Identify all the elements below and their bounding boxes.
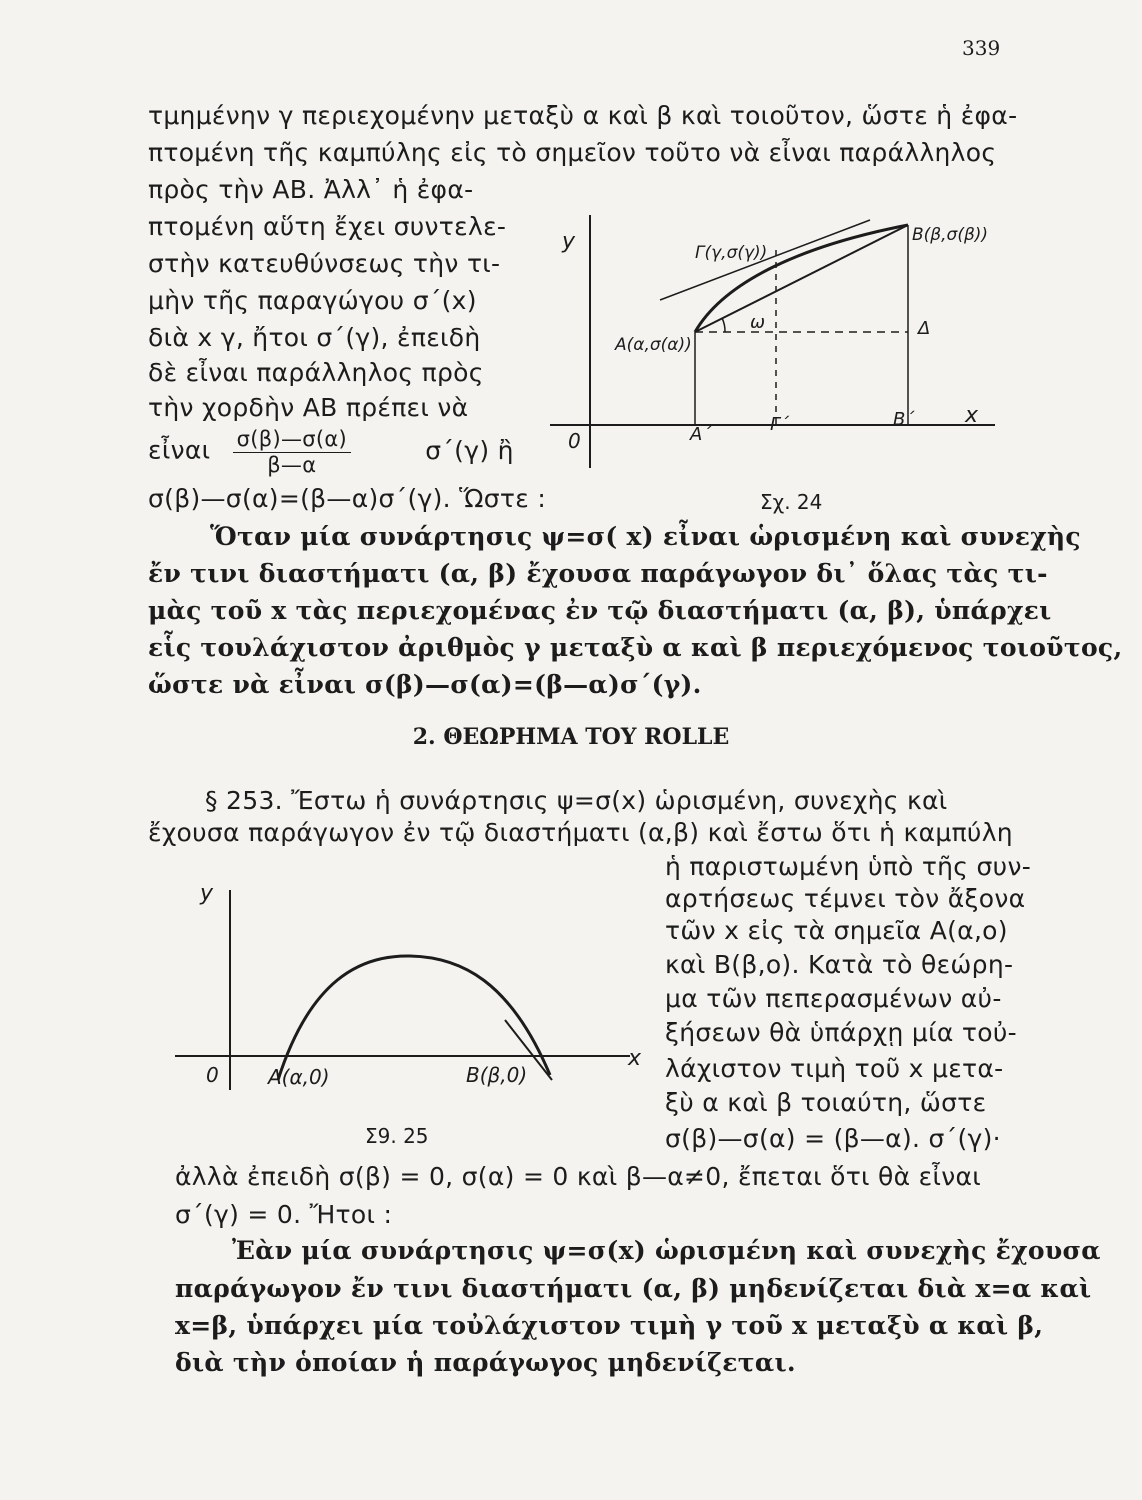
fraction-denominator: β—α — [267, 453, 317, 477]
text-line: λάχιστον τιμὴ τοῦ x μετα- — [665, 1054, 1004, 1083]
equation-prefix: εἶναι — [148, 435, 211, 465]
text-line: πρὸς τὴν ΑΒ. Ἀλλ᾽ ἡ ἐφα- — [148, 175, 474, 204]
omega-label: ω — [750, 312, 766, 333]
origin-label: 0 — [568, 429, 581, 453]
figure-24-caption: Σχ. 24 — [760, 490, 823, 514]
curve — [278, 956, 550, 1080]
fraction — [233, 426, 351, 477]
page-number: 339 — [962, 36, 1001, 60]
text-line: Ὅταν μία συνάρτησις ψ=σ( x) εἶναι ὡρισμένη καὶ συνεχὴς — [210, 522, 1081, 551]
text-line: εἷς τουλάχιστον ἀριθμὸς γ μεταξὺ α καὶ β περιεχόμενος τοιοῦτος, — [148, 633, 1123, 662]
point-A-label: A(α,0) — [268, 1065, 330, 1089]
angle-arc-omega — [722, 318, 725, 332]
point-B-label: B(β,0) — [466, 1063, 528, 1087]
text-line: σ(β)—σ(α) = (β—α). σ΄(γ)· — [665, 1124, 1001, 1153]
text-line: ἔχουσα παράγωγον ἐν τῷ διαστήματι (α,β) καὶ ἔστω ὅτι ἡ καμπύλη — [148, 818, 1013, 847]
text-line: καὶ Β(β,ο). Κατὰ τὸ θεώρη- — [665, 950, 1014, 979]
text-line: ἀλλὰ ἐπειδὴ σ(β) = 0, σ(α) = 0 καὶ β—α≠0, ἔπεται ὅτι θὰ εἶναι — [175, 1162, 982, 1191]
text-line: τμημένην γ περιεχομένην μεταξὺ α καὶ β καὶ τοιοῦτον, ὥστε ἡ ἐφα- — [148, 101, 1018, 130]
text-line: τὴν χορδὴν ΑΒ πρέπει νὰ — [148, 393, 469, 422]
section-title: 2. ΘΕΩΡΗΜΑ ΤΟΥ ROLLE — [412, 724, 730, 750]
text-line: Ἐὰν μία συνάρτησις ψ=σ(x) ὡρισμένη καὶ συνεχὴς ἔχουσα — [232, 1236, 1101, 1265]
text-line: μα τῶν πεπερασμένων αὐ- — [665, 984, 1002, 1013]
fraction-equation — [148, 426, 514, 477]
tick-B-label: B΄ — [893, 409, 915, 430]
tick-G-label: Γ΄ — [770, 414, 790, 435]
y-axis-label: y — [200, 881, 214, 906]
x-axis-label: x — [628, 1046, 642, 1071]
text-line: πτομένη αὕτη ἔχει συντελε- — [148, 212, 507, 241]
text-line: σ΄(γ) = 0. Ἤτοι : — [175, 1200, 393, 1229]
figure-24 — [540, 200, 1020, 500]
tick-A-label: A΄ — [690, 424, 712, 445]
equation-suffix: σ΄(γ) ἢ — [425, 435, 514, 465]
figure-25 — [160, 870, 660, 1100]
point-A-label: A(α,σ(α)) — [615, 335, 692, 355]
text-line: ξήσεων θὰ ὑπάρχῃ μία τοὐ- — [665, 1018, 1017, 1047]
point-D-label: Δ — [918, 318, 931, 339]
text-line: δὲ εἶναι παράλληλος πρὸς — [148, 358, 484, 387]
text-line: μὰς τοῦ x τὰς περιεχομένας ἐν τῷ διαστήματι (α, β), ὑπάρχει — [148, 596, 1052, 625]
text-line: ἔν τινι διαστήματι (α, β) ἔχουσα παράγωγον δι᾽ ὅλας τὰς τι- — [148, 559, 1048, 588]
text-line: διὰ τὴν ὁποίαν ἡ παράγωγος μηδενίζεται. — [175, 1348, 796, 1377]
text-line: τῶν x εἰς τὰ σημεῖα Α(α,ο) — [665, 916, 1008, 945]
fraction-numerator: σ(β)—σ(α) — [233, 426, 351, 453]
text-line: § 253. Ἔστω ἡ συνάρτησις ψ=σ(x) ὡρισμένη, συνεχὴς καὶ — [205, 786, 948, 815]
origin-label: 0 — [206, 1063, 219, 1087]
text-line: σ(β)—σ(α)=(β—α)σ΄(γ). Ὥστε : — [148, 484, 547, 513]
point-B-label: B(β,σ(β)) — [912, 225, 989, 245]
text-line: μὴν τῆς παραγώγου σ΄(x) — [148, 286, 477, 315]
text-line: διὰ x γ, ἤτοι σ΄(γ), ἐπειδὴ — [148, 323, 481, 352]
text-line: αρτήσεως τέμνει τὸν ἄξονα — [665, 884, 1026, 913]
y-axis-label: y — [562, 229, 576, 254]
chord-AB — [695, 225, 908, 332]
text-line: πτομένη τῆς καμπύλης εἰς τὸ σημεῖον τοῦτο νὰ εἶναι παράλληλος — [148, 138, 997, 167]
text-line: ξὺ α καὶ β τοιαύτη, ὥστε — [665, 1088, 987, 1117]
text-line: ὥστε νὰ εἶναι σ(β)—σ(α)=(β—α)σ΄(γ). — [148, 670, 702, 699]
text-line: στὴν κατευθύνσεως τὴν τι- — [148, 249, 501, 278]
x-axis-label: x — [965, 403, 979, 428]
text-line: x=β, ὑπάρχει μία τοὐλάχιστον τιμὴ γ τοῦ x μεταξὺ α καὶ β, — [175, 1311, 1044, 1340]
text-line: ἡ παριστωμένη ὑπὸ τῆς συν- — [665, 852, 1032, 881]
point-G-label: Γ(γ,σ(γ)) — [695, 243, 768, 263]
text-line: παράγωγον ἔν τινι διαστήματι (α, β) μηδενίζεται διὰ x=α καὶ — [175, 1274, 1092, 1303]
figure-25-caption: Σ9. 25 — [365, 1124, 429, 1148]
